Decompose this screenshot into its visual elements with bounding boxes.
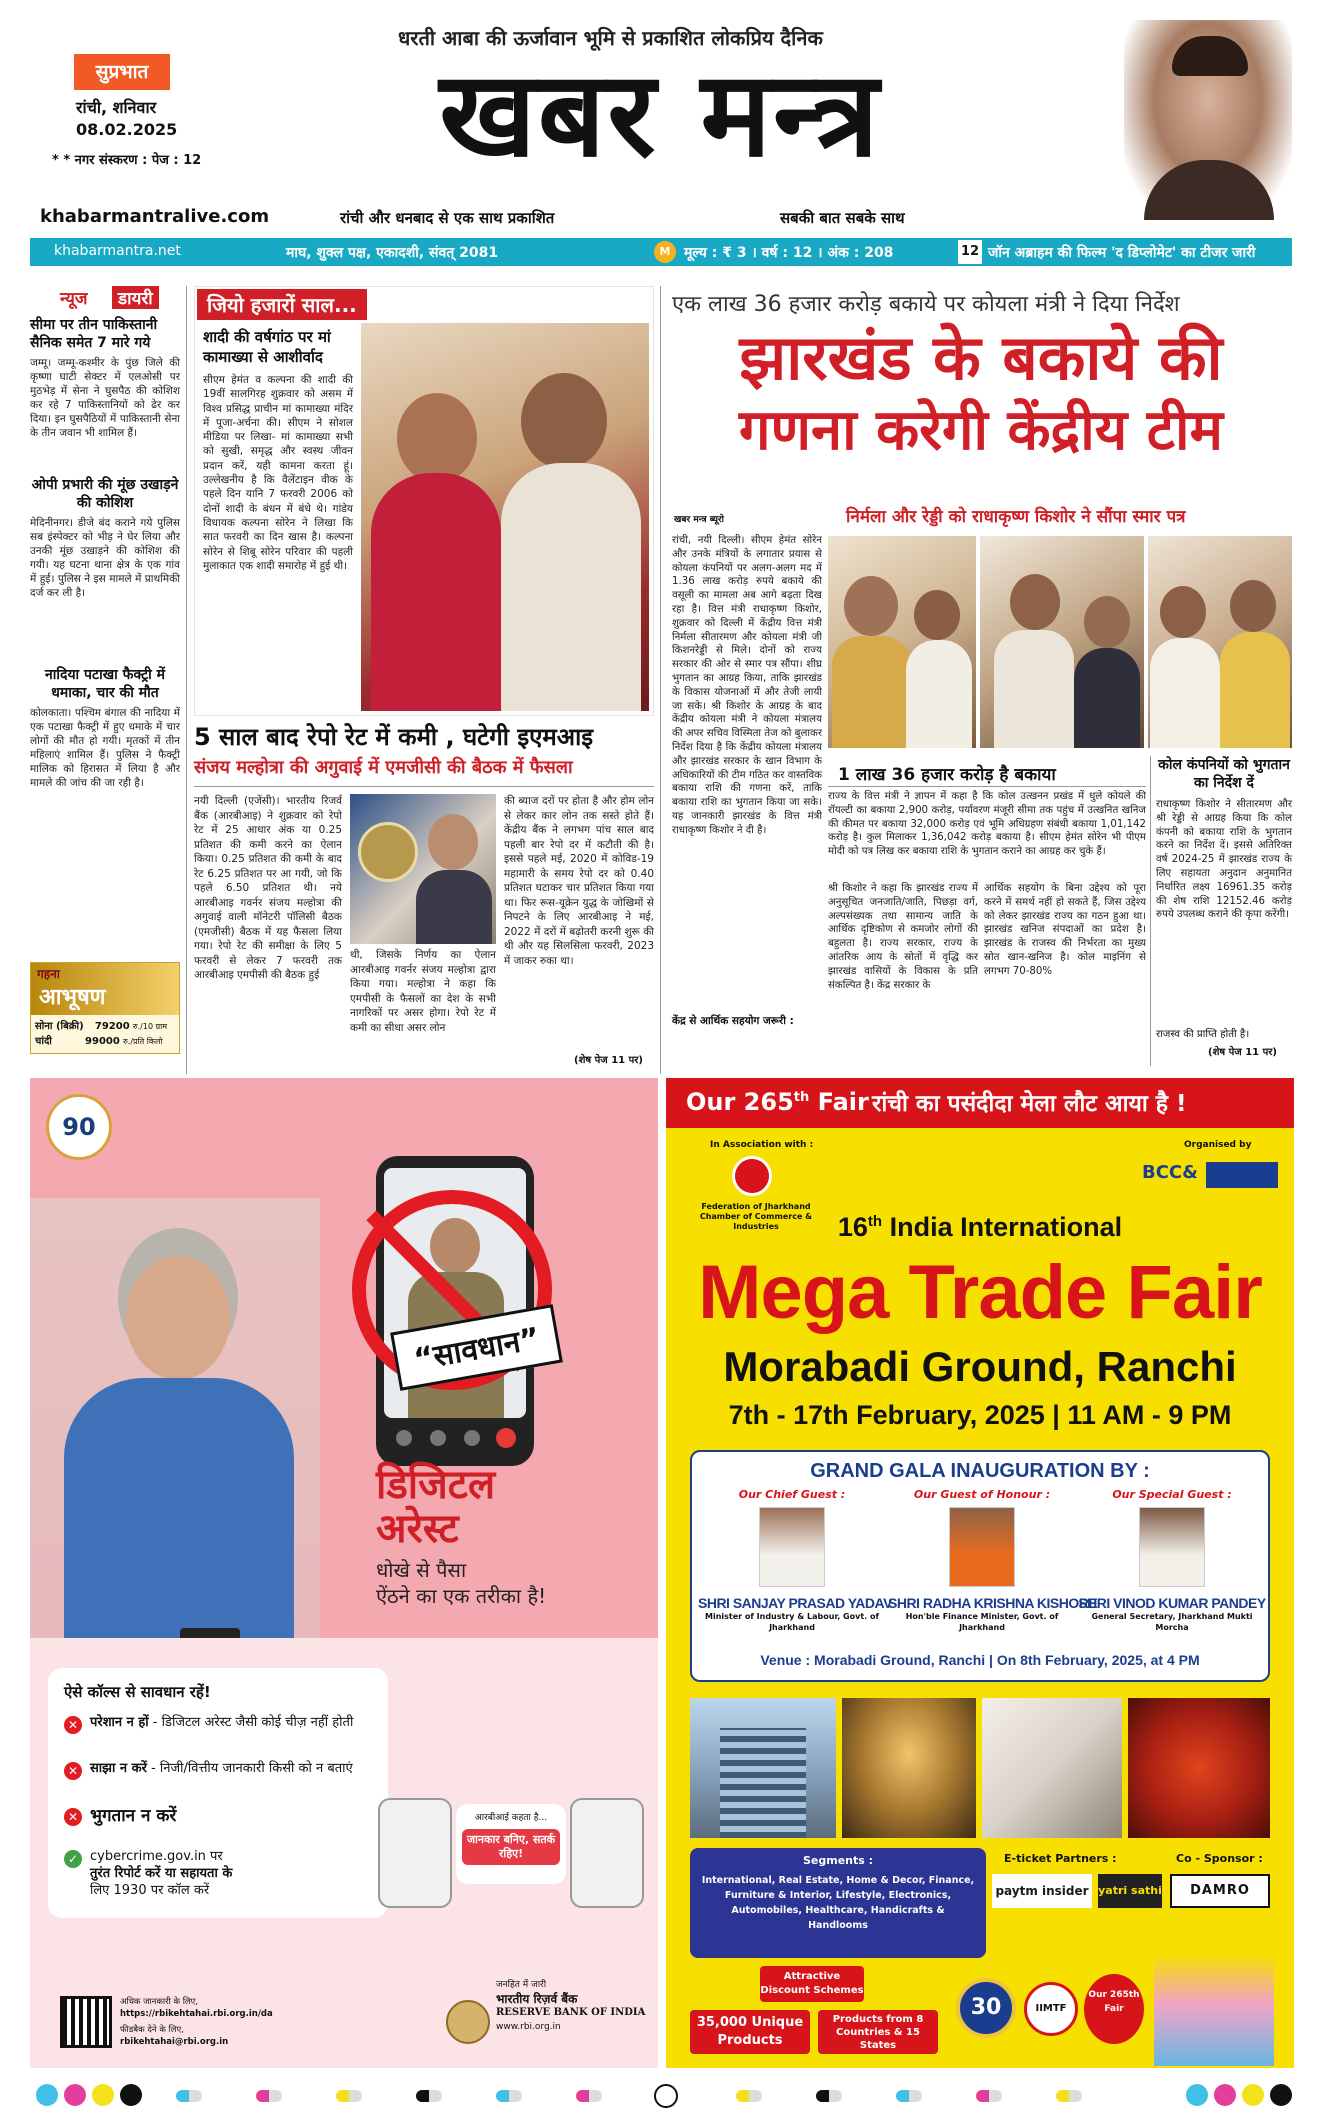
celebrity-photo — [1124, 20, 1292, 220]
fair-association: In Association with : — [710, 1140, 814, 1150]
fair-segments-title: Segments : — [802, 1854, 874, 1867]
edition-badge — [74, 54, 170, 90]
rbi-item-1-bold: परेशान न हों — [90, 1715, 149, 1730]
fair-venue: Morabadi Ground, Ranchi — [723, 1343, 1237, 1390]
diary-item-1[interactable] — [30, 316, 180, 440]
lead-continued[interactable]: (शेष पेज 11 पर) — [1208, 1047, 1277, 1058]
rbi-speech-bubble — [456, 1804, 566, 1884]
rbi-report-2: तुरंत रिपोर्ट करें या सहायता के — [90, 1866, 233, 1881]
repo-col-3: की ब्याज दरों पर होता है और होम लोन से लेकर कार लोन तक सस्ते होते हैं। केंद्रीय बैंक ने लगभग पांच साल बाद पहली बार रेपो दर में कटौती की है। इससे पहले मई, 2020 में कोविड-19 महामारी के समय रेपो दर को 0.40 प्रतिशत घटाकर चार प्रतिशत किया गया था। फिर रूस-यूक्रेन युद्ध के जोखिमों से निपटने के लिए आरबीआइ ने मई, 2022 में दरों में बढ़ोतरी करनी शुरू की थी और यह सिलसिला फरवरी, 2023 में जाकर रुका था। — [504, 795, 654, 967]
rbi-item-2-bold: साझा न करें — [90, 1761, 147, 1776]
fair-guest-title: General Secretary, Jharkhand Mukti Morcha — [1091, 1612, 1253, 1632]
gold-row-2-unit: रु./प्रति किलो — [123, 1037, 163, 1046]
fair-badge-265: Our 265th Fair — [1084, 1974, 1144, 2044]
fair-iimtf-badge: IIMTF — [1024, 1982, 1078, 2036]
rbi-item-1-rest: - डिजिटल अरेस्ट जैसी कोई चीज़ नहीं होती — [148, 1715, 354, 1730]
fair-bcc-logo: BCC& — [1142, 1162, 1198, 1183]
rbi-item-3-bold: भुगतान न करें — [90, 1806, 177, 1826]
fair-guest-role: Our Special Guest : — [1112, 1488, 1232, 1501]
gold-row-1 — [35, 1019, 177, 1034]
fair-gala-title: GRAND GALA INAUGURATION BY : — [810, 1460, 1150, 1482]
rbi-90-logo-text: 90 — [62, 1113, 96, 1141]
fair-countries: Products from 8 Countries & 15 States — [818, 2010, 938, 2054]
cross-icon: ✕ — [64, 1716, 82, 1734]
call-buttons — [396, 1426, 516, 1450]
diary-item-body: कोलकाता। पश्चिम बंगाल की नादिया में एक पटाखा फैक्ट्री में हुए धमाके में चार लोगों की मौत हो गयी। मृतकों में तीन महिलाएं शामिल हैं। पुलिस ने फैक्ट्री मालिक को हिरासत में लिया है और मामले की जांच की जा रही है। — [30, 707, 180, 789]
rbi-item-3 — [64, 1806, 364, 1826]
lead-headline-2: गणना करेगी केंद्रीय टीम — [739, 398, 1223, 463]
news-diary-label-a: न्यूज — [60, 289, 88, 309]
repo-story-headline: 5 साल बाद रेपो रेट में कमी , घटेगी इएमआइ — [194, 723, 594, 751]
cross-icon: ✕ — [64, 1762, 82, 1780]
fair-guest-role: Our Guest of Honour : — [913, 1488, 1051, 1501]
rbi-item-1 — [64, 1714, 364, 1731]
mascot-scroll-left — [378, 1798, 452, 1908]
rbi-issuer-3: RESERVE BANK OF INDIA — [496, 2007, 646, 2018]
rbi-issuer-2: भारतीय रिज़र्व बैंक — [496, 1992, 578, 2006]
teaser-page-badge: 12 — [958, 240, 982, 264]
fair-venue-line: Venue : Morabadi Ground, Ranchi | On 8th February, 2025, at 4 PM — [760, 1652, 1200, 1668]
reddy-meeting-photo — [980, 536, 1144, 748]
cm-story-body: सीएम हेमंत व कल्पना की शादी की 19वीं सालगिरह शुक्रवार को असम में विश्व प्रसिद्ध प्राचीन मां कामाख्या मंदिर में पूजा-अर्चना की। सीएम ने सोशल मीडिया पर लिखा- मां कामाख्या सभी को सुखी, समृद्ध और स्वस्थ जीवन प्रदान करें, यही कामना करता हूं। उल्लेखनीय है कि वैलेंटाइन वीक के पहले दिन यानि 7 फरवरी 2006 को दोनों शादी के बंधन में बंधे थे। गांडेय विधायक कल्पना सोरेन ने लिखा कि सात फरवरी का दिन खास है। कल्पना सोरेन से शिबू सोरेन परिवार की पहली मुलाकात एक शादी समारोह में हुई थी। — [203, 374, 353, 572]
diary-item-3[interactable] — [30, 666, 180, 790]
fair-edition-num: 16 — [837, 1212, 868, 1242]
lead-kicker: एक लाख 36 हजार करोड़ बकाये पर कोयला मंत्री ने दिया निर्देश — [672, 292, 1180, 317]
repo-story — [194, 722, 654, 1074]
fair-banner-en-text: Our 265 — [686, 1088, 794, 1116]
mascot-scroll-right — [570, 1798, 644, 1908]
edition-line: * * नगर संस्करण : पेज : 12 — [52, 153, 202, 168]
crosshair-icon — [654, 2084, 678, 2108]
lead-sub-kicker: केंद्र से आर्थिक सहयोग जरूरी : — [672, 1015, 794, 1027]
masthead-website[interactable]: khabarmantralive.com — [40, 206, 270, 227]
trade-fair-ad[interactable] — [666, 1078, 1294, 2068]
digital-arrest-title-1: डिजिटल — [376, 1462, 496, 1508]
rbi-caution-card — [48, 1668, 388, 1918]
news-diary-label-b: डायरी — [112, 286, 159, 309]
km-logo-icon: M — [654, 241, 676, 263]
news-diary-header — [30, 286, 180, 310]
rbi-item-2-rest: - निजी/वित्तीय जानकारी किसी को न बताएं — [146, 1761, 353, 1776]
masthead — [0, 0, 1324, 236]
guest-photo — [1139, 1507, 1205, 1587]
fair-edition-text: India International — [882, 1212, 1123, 1242]
fair-discount: Attractive Discount Schemes — [760, 1966, 864, 2002]
fair-gala-box — [690, 1450, 1270, 1682]
fair-guest-name: SHRI SANJAY PRASAD YADAV — [698, 1595, 892, 1611]
rbi-bubble-1: आरबीआई कहता है... — [474, 1813, 548, 1823]
lead-photo-caption: 1 लाख 36 हजार करोड़ है बकाया — [838, 765, 1056, 785]
rbi-bubble-2: जानकार बनिए, सतर्क रहिए! — [462, 1829, 560, 1865]
savdhan-warning: “सावधान” — [390, 1304, 563, 1391]
kishore-meeting-photo — [1148, 536, 1292, 748]
cross-icon: ✕ — [64, 1808, 82, 1826]
diary-item-headline: नादिया पटाखा फैक्ट्री में धमाका, चार की मौत — [44, 667, 165, 701]
masthead-subtitle-left: रांची और धनबाद से एक साथ प्रकाशित — [340, 209, 555, 227]
guest-photo — [759, 1507, 825, 1587]
gold-box-header — [31, 963, 179, 1015]
fair-banner-hi: रांची का पसंदीदा मेला लौट आया है ! — [872, 1091, 1187, 1117]
rbi-qr-code[interactable] — [60, 1996, 112, 2048]
fair-organiser-badge — [1206, 1162, 1278, 1188]
fair-banner — [666, 1078, 1294, 1128]
necklace-photo — [842, 1698, 976, 1838]
building-photo — [690, 1698, 836, 1838]
info-bar — [30, 238, 1292, 266]
lead-headline-1: झारखंड के बकाये की — [739, 321, 1223, 394]
registration-marks — [36, 2084, 1296, 2110]
diary-item-headline: ओपी प्रभारी की मूंछ उखाड़ने की कोशिश — [31, 477, 179, 511]
gold-row-1-value: 79200 — [94, 1021, 130, 1032]
repo-story-subhead: संजय मल्होत्रा की अगुवाई में एमजीसी की बैठक में फैसला — [194, 757, 573, 778]
edition-badge-label: सुप्रभात — [95, 61, 149, 83]
diary-item-body: जम्मू। जम्मू-कश्मीर के पुंछ जिले की कृष्णा घाटी सेक्टर में एलओसी पर मुठभेड़ में सेना ने घुसपैठ की कोशिश कर रहे 7 पाकिस्तानियों को ढेर कर दिया। इन घुसपैठियों में पाकिस्तानी सेना के तीन जवान भी शामिल हैं। — [30, 357, 180, 439]
rbi-governor-photo — [350, 794, 496, 944]
info-calendar: माघ, शुक्ल पक्ष, एकादशी, संवत् 2081 — [286, 245, 499, 261]
rbi-issuer-1: जनहित में जारी — [496, 1980, 547, 1990]
rbi-issuer — [496, 1978, 656, 2034]
fashion-photo — [982, 1698, 1122, 1838]
fair-damro-logo[interactable]: DAMRO — [1170, 1874, 1270, 1908]
cm-story-headline: शादी की वर्षगांठ पर मां कामाख्या से आशीर्वाद — [203, 328, 331, 366]
fair-cosponsor: Co - Sponsor : — [1176, 1852, 1263, 1865]
rbi-90-logo — [46, 1094, 112, 1160]
fair-guest-title: Minister of Industry & Labour, Govt. of Jharkhand — [705, 1612, 879, 1632]
fair-segments: International, Real Estate, Home & Decor, Finance, Furniture & Interior, Lifestyle, Electronics, Automobiles, Healthcare, Handicrafts & Handlooms — [701, 1875, 975, 1931]
guest-photo — [949, 1507, 1015, 1587]
fair-dates: 7th - 17th February, 2025 | 11 AM - 9 PM — [728, 1400, 1232, 1430]
fair-yatri-logo[interactable]: yatri sathi — [1098, 1874, 1162, 1908]
issue-date: 08.02.2025 — [76, 120, 178, 139]
fair-guest-name: SHRI VINOD KUMAR PANDEY — [1078, 1595, 1266, 1611]
repo-col-1: नयी दिल्ली (एजेंसी)। भारतीय रिजर्व बैंक (आरबीआइ) ने शुक्रवार को रेपो रेट में 25 आधार अंक या 0.25 प्रतिशत की कमी करने का ऐलान किया। 0.25 प्रतिशत की कमी के बाद रेट 6.25 प्रतिशत पर आ गयी, जो कि पहले 6.50 प्रतिशत थी। नये आरबीआइ गवर्नर संजय मल्होत्रा की अगुवाई वाली मॉनेटरी पॉलिसी बैठक (एमजीसी) बैठक में यह फैसला लिया गया। रेपो रेट की समीक्षा के लिए 5 फरवरी से लेकर 7 फरवरी तक आरबीआइ एमपीसी की बैठक हुई — [194, 795, 342, 981]
fair-edition — [666, 1212, 1294, 1243]
city-day: रांची, शनिवार — [76, 98, 157, 117]
rbi-list-title: ऐसे कॉल्स से सावधान रहें! — [64, 1683, 211, 1701]
rbi-footer-url[interactable]: https://rbikehtahai.rbi.org.in/da — [120, 2009, 273, 2019]
fair-badge-30: 30 — [956, 1978, 1016, 2038]
cm-story-kicker: जियो हजारों साल... — [197, 289, 367, 320]
fair-guest-role: Our Chief Guest : — [738, 1488, 846, 1501]
repo-continued[interactable]: (शेष पेज 11 पर) — [574, 1055, 643, 1066]
rbi-seal-icon — [446, 2000, 490, 2044]
fair-guest-title: Hon'ble Finance Minister, Govt. of Jharkhand — [905, 1612, 1059, 1632]
lead-body-b: श्री किशोर ने कहा कि झारखंड राज्य में अनुसूचित जनजाति/जाति, पिछड़ा वर्ग, अल्पसंख्यक तथा सामान्य जाति के आर्थिक दृष्टिकोण से कमजोर लोगों की बहुलता है। राज्य सरकार, राज्य के आंतरिक आय के स्रोतों में वृद्धि कर झारखंड वासियों के विकास के प्रति संकल्पित है। केंद्र सरकार के — [828, 883, 978, 991]
fair-products: 35,000 Unique Products — [690, 2010, 810, 2054]
rbi-tagline-2: ऐंठने का एक तरीका है! — [376, 1584, 547, 1608]
gold-row-2-value: 99000 — [85, 1036, 120, 1047]
rbi-ad[interactable] — [30, 1078, 658, 2068]
rbi-footer-info — [120, 1996, 370, 2048]
gold-row-1-label: सोना (बिक्री) — [35, 1021, 84, 1032]
digital-arrest-title-2: अरेस्ट — [376, 1506, 459, 1552]
fair-segments-box — [690, 1848, 986, 1958]
repo-col-2: थी, जिसके निर्णय का ऐलान आरबीआइ गवर्नर संजय मल्होत्रा द्वारा किया गया। मल्होत्रा ने कहा कि एमपीसी के फैसलों का देश के सभी नागरिकों पर असर होगा। रेपो रेट में कमी का सीधा असर लोन — [350, 949, 496, 1034]
info-price: मूल्य : ₹ 3 । वर्ष : 12 । अंक : 208 — [684, 245, 894, 261]
masthead-subtitle-right: सबकी बात सबके साथ — [780, 209, 905, 227]
gold-row-2 — [35, 1034, 177, 1049]
fjcci-logo-icon — [732, 1156, 772, 1196]
rbi-item-2 — [64, 1760, 364, 1777]
rbi-footer-email[interactable]: rbikehtahai@rbi.org.in — [120, 2037, 229, 2047]
fair-insider-logo[interactable]: paytm insider — [992, 1874, 1092, 1908]
lead-side-headline: कोल कंपनियों को भुगतान का निर्देश दें — [1158, 757, 1290, 791]
lead-side-tail: राजस्व की प्राप्ति होती है। — [1156, 1029, 1250, 1040]
fair-eticket: E-ticket Partners : — [1004, 1852, 1117, 1865]
gold-row-1-unit: रु./10 ग्राम — [132, 1022, 167, 1031]
rbi-footer-info-1: अधिक जानकारी के लिए, — [120, 1997, 199, 2007]
lead-body-c: राज्य के वित्त मंत्री ने ज्ञापन में कहा है कि कोल उत्खनन प्रखंड में धुले कोयले की रॉयल्टी का बकाया 2,900 करोड़, पर्यावरण मंजूरी सीमा तक पहुंच में उत्खनित खनिज की कीमत पर बकाया 32,000 करोड़ एवं भूमि अधिग्रहण संबंधी बकाया 1,01,142 करोड़ है। कुल मिलाकर 1,36,042 करोड़ बकाया है। सीएम हेमंत सोरेन भी पीएम मोदी को पत्र लिख कर बकाया राशि के भुगतान कराने का आग्रह कर चुके हैं। — [828, 791, 1146, 858]
lead-byline: खबर मन्त्र ब्यूरो — [674, 515, 724, 525]
info-teaser[interactable]: जॉन अब्राहम की फिल्म 'द डिप्लोमेट' का टीजर जारी — [988, 245, 1256, 261]
check-icon: ✓ — [64, 1850, 82, 1868]
fair-banner-sup: th — [793, 1090, 810, 1105]
diary-item-headline: सीमा पर तीन पाकिस्तानी सैनिक समेत 7 मारे गये — [30, 317, 158, 351]
rbi-report-1[interactable]: cybercrime.gov.in पर — [90, 1849, 223, 1864]
news-diary — [30, 286, 180, 1074]
diary-item-body: मेदिनीनगर। डीजे बंद कराने गये पुलिस सब इंस्पेक्टर को भीड़ ने घेर लिया और उनकी मूंछ उखाड़ने की कोशिश की गयी। यह घटना थाना क्षेत्र के एक गांव में हुई। पुलिस ने इस मामले में प्राथमिकी दर्ज कर ली है। — [30, 517, 180, 599]
fair-title: Mega Trade Fair — [698, 1250, 1262, 1335]
lead-body-a: रांची, नयी दिल्ली। सीएम हेमंत सोरेन और उनके मंत्रियों के लगातार प्रयास से कोयला कंपनियों पर अलग-अलग मद में 1.36 लाख करोड़ रुपये बकाये की वसूली का मामला अब आगे बढ़ता दिख रहा है। वित्त मंत्री राधाकृष्ण किशोर, शुक्रवार को दिल्ली में केंद्रीय वित्त मंत्री निर्मला सीतारमण और कोयला मंत्री जी किशनरेड्डी से मिले। दोनों को राज्य सरकार की ओर से स्मार पत्र सौंपा। शीघ्र भुगतान का आग्रह किया, ताकि झारखंड के विकास योजनाओं में और तेजी लायी जा सके। श्री किशोर के आग्रह के बाद केंद्रीय कोयला मंत्री ने कोयला मंत्रालय की अपर सचिव विस्मिता तेज को बुलाकर निर्देश दिया है कि केंद्रीय कोयला मंत्रालय और झारखंड सरकार के खान विभाग के अधिकारियों की टीम गठित कर वास्तविक बकाया राशि की गणना करें, ताकि बकाया राशि का भुगतान किया जा सके। यह जानकारी झारखंड के वित्त मंत्री राधाकृष्ण किशोर ने दी है। — [672, 535, 822, 836]
lead-story — [668, 286, 1294, 1074]
saffron-photo — [1128, 1698, 1270, 1838]
lead-body-d: आर्थिक सहयोग के बिना उद्देश्य को पूरा करने में समर्थ नहीं हो सकते हैं, जिस उद्देश्य को लेकर झारखंड राज्य का गठन हुआ था। झारखंड खनिज संपदाओं का प्रदेश है। झारखंड के राजस्व की निर्भरता का मुख्य स्रोत खान-खनिज है। कोल माइनिंग से लगभग 70-80% — [984, 883, 1146, 977]
lead-subhead: निर्मला और रेड्डी को राधाकृष्ण किशोर ने सौंपा स्मार पत्र — [846, 507, 1186, 527]
fair-organised: Organised by — [1184, 1140, 1252, 1150]
fair-guest-name: SHRI RADHA KRISHNA KISHORE — [888, 1595, 1098, 1611]
info-website[interactable]: khabarmantra.net — [54, 243, 181, 259]
nirmala-meeting-photo — [828, 536, 976, 748]
rbi-report — [64, 1848, 384, 1899]
gold-brand-b: आभूषण — [39, 985, 106, 1010]
fair-banner-en — [686, 1088, 869, 1116]
gold-rate-box — [30, 962, 180, 1054]
gold-row-2-label: चांदी — [35, 1036, 52, 1047]
rbi-report-3: लिए 1930 पर कॉल करें — [90, 1883, 210, 1898]
family-photo — [1154, 1954, 1274, 2066]
lead-side-body: राधाकृष्ण किशोर ने सीतारमण और श्री रेड्डी से आग्रह किया कि कोल कंपनी को बकाया राशि के भुगतान करने का निर्देश दें। इससे अतिरिक्त वर्ष 2024-25 में झारखंड राज्य के लिए सहायता अनुदान अनुमानित निर्धारित लक्ष्य 16961.35 करोड़ की शेष राशि 12152.46 करोड़ रुपये उपलब्ध कराने की कृपा करेंगी। — [1156, 799, 1292, 921]
fair-guest-1 — [698, 1488, 892, 1633]
fair-guest-2 — [888, 1488, 1098, 1633]
rbi-issuer-4[interactable]: www.rbi.org.in — [496, 2022, 561, 2032]
rbi-tagline-1: धोखे से पैसा — [376, 1558, 467, 1582]
fair-fjcci: Federation of Jharkhand Chamber of Commerce & Industries — [699, 1202, 813, 1231]
newspaper-title: खबर मन्त्र — [439, 45, 881, 183]
masthead-tagline: धरती आबा की ऊर्जावान भूमि से प्रकाशित लोकप्रिय दैनिक — [398, 26, 823, 50]
rbi-footer-info-2: फीडबैक देने के लिए, — [120, 2025, 184, 2035]
gold-brand-a: गहना — [37, 967, 60, 981]
cm-story — [194, 286, 654, 716]
cm-couple-photo — [361, 323, 649, 711]
fair-edition-sup: th — [867, 1213, 883, 1230]
fair-guest-3 — [1078, 1488, 1266, 1633]
fair-banner-fair: Fair — [809, 1088, 869, 1116]
diary-item-2[interactable] — [30, 476, 180, 600]
